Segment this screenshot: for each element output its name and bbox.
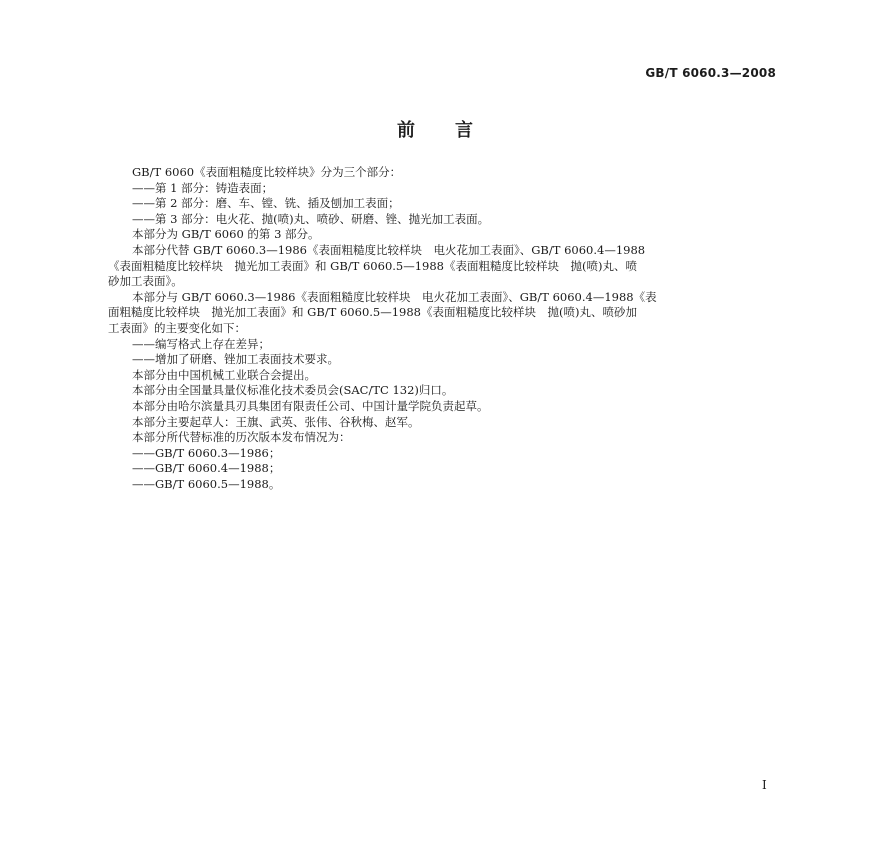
body-line: 本部分由全国量具量仪标准化技术委员会(SAC/TC 132)归口。 xyxy=(132,383,454,398)
body-line: ——GB/T 6060.5—1988。 xyxy=(132,476,281,491)
body-line: ——编写格式上存在差异； xyxy=(132,336,270,351)
body-line: 本部分与 GB/T 6060.3—1986《表面粗糙度比较样块 电火花加工表面》、GB/T 6060.4—1988《表 xyxy=(132,289,657,304)
body-line: ——第 3 部分：电火花、抛(喷)丸、喷砂、研磨、锉、抛光加工表面。 xyxy=(132,211,490,226)
body-line: 本部分为 GB/T 6060 的第 3 部分。 xyxy=(132,227,320,242)
body-line: ——第 1 部分：铸造表面； xyxy=(132,180,274,195)
body-line: ——增加了研磨、锉加工表面技术要求。 xyxy=(132,352,339,367)
body-line: GB/T 6060《表面粗糙度比较样块》分为三个部分： xyxy=(132,165,402,179)
body-line: 面粗糙度比较样块 抛光加工表面》和 GB/T 6060.5—1988《表面粗糙度比较样块 抛(喷)丸、喷砂加 xyxy=(108,305,637,320)
page-title: 前言 xyxy=(397,120,513,141)
body-line: 《表面粗糙度比较样块 抛光加工表面》和 GB/T 6060.5—1988《表面粗糙度比较样块 抛(喷)丸、喷 xyxy=(108,258,637,273)
body-line: ——GB/T 6060.3—1986； xyxy=(132,445,281,460)
body-line: ——GB/T 6060.4—1988； xyxy=(132,461,281,476)
body-line: 本部分由中国机械工业联合会提出。 xyxy=(132,367,316,382)
body-line: 本部分由哈尔滨量具刃具集团有限责任公司、中国计量学院负责起草。 xyxy=(132,398,489,413)
body-line: 本部分所代替标准的历次版本发布情况为： xyxy=(132,430,351,445)
page-number: I xyxy=(762,778,767,792)
body-line: 砂加工表面》。 xyxy=(108,274,183,289)
body-line: 本部分主要起草人：王旗、武英、张伟、谷秋梅、赵军。 xyxy=(132,414,420,429)
foreword-body xyxy=(108,165,773,492)
body-line: 工表面》的主要变化如下： xyxy=(108,320,246,335)
body-line: 本部分代替 GB/T 6060.3—1986《表面粗糙度比较样块 电火花加工表面》、GB/T 6060.4—1988 xyxy=(132,242,646,257)
standard-number: GB/T 6060.3—2008 xyxy=(645,66,776,80)
body-line: ——第 2 部分：磨、车、镗、铣、插及刨加工表面； xyxy=(132,196,400,211)
